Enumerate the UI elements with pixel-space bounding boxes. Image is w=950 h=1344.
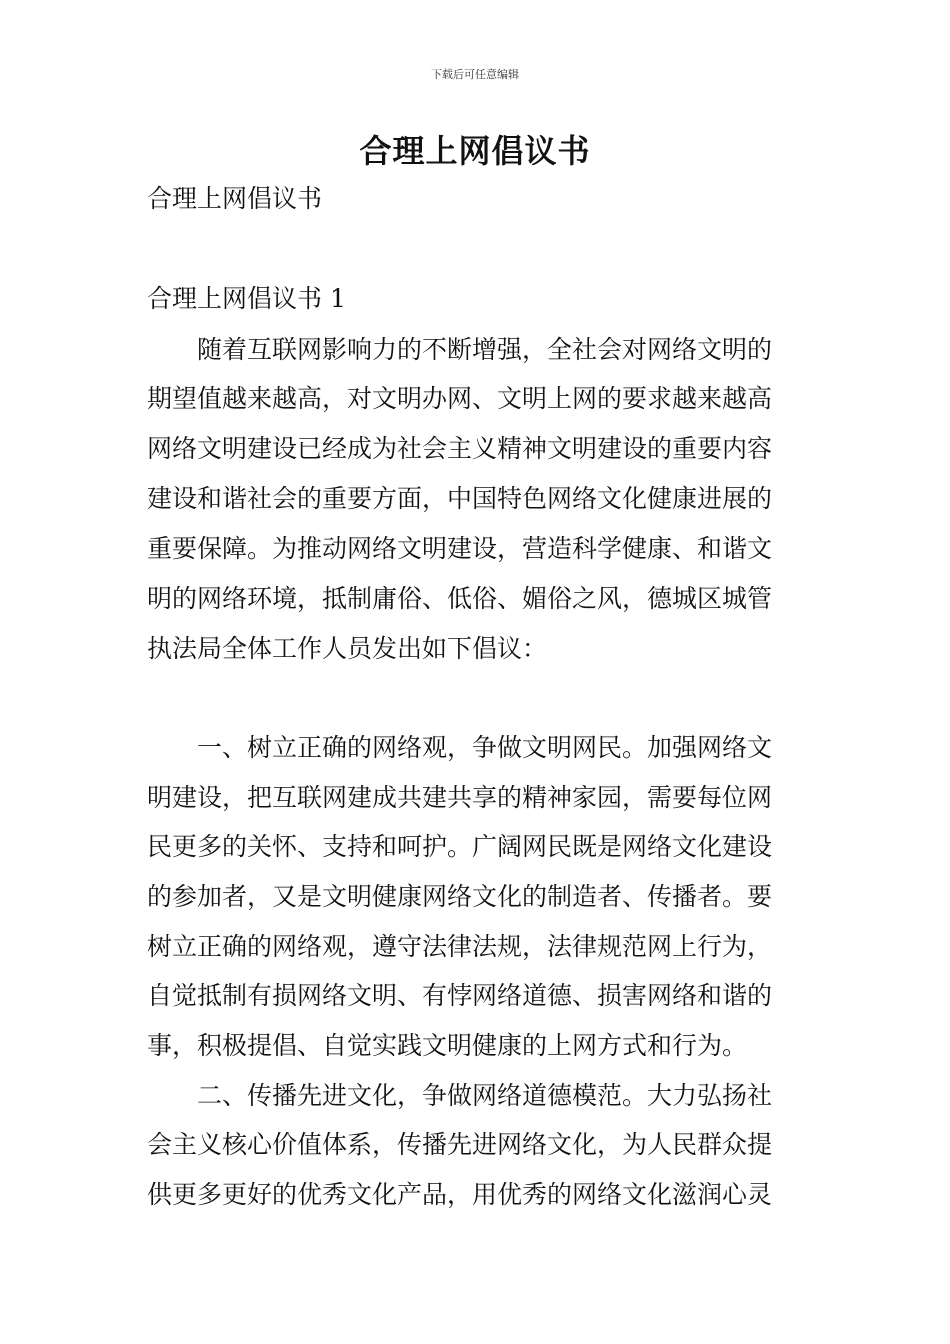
paragraph-line: 民更多的关怀、支持和呵护。广阔网民既是网络文化建设 bbox=[147, 832, 773, 861]
paragraph-line: 随着互联网影响力的不断增强，全社会对网络文明的 bbox=[197, 335, 773, 364]
paragraph-line: 执法局全体工作人员发出如下倡议： bbox=[147, 634, 548, 663]
document-subtitle: 合理上网倡议书 bbox=[147, 184, 323, 213]
paragraph-line: 二、传播先进文化，争做网络道德模范。大力弘扬社 bbox=[197, 1081, 773, 1110]
paragraph-line: 会主义核心价值体系，传播先进网络文化，为人民群众提 bbox=[147, 1130, 773, 1159]
paragraph-line: 自觉抵制有损网络文明、有悖网络道德、损害网络和谐的 bbox=[147, 981, 773, 1010]
paragraph-line: 重要保障。为推动网络文明建设，营造科学健康、和谐文 bbox=[147, 534, 773, 563]
paragraph-line: 的参加者，又是文明健康网络文化的制造者、传播者。要 bbox=[147, 882, 773, 911]
paragraph-line: 树立正确的网络观，遵守法律法规，法律规范网上行为， bbox=[147, 932, 773, 961]
paragraph-line: 事，积极提倡、自觉实践文明健康的上网方式和行为。 bbox=[147, 1031, 748, 1060]
paragraph-line: 供更多更好的优秀文化产品，用优秀的网络文化滋润心灵 bbox=[147, 1180, 773, 1209]
paragraph-line: 建设和谐社会的重要方面，中国特色网络文化健康进展的 bbox=[147, 484, 773, 513]
paragraph-line: 期望值越来越高，对文明办网、文明上网的要求越来越高 bbox=[147, 384, 773, 413]
paragraph-line: 明建设，把互联网建成共建共享的精神家园，需要每位网 bbox=[147, 783, 773, 812]
header-note: 下载后可任意编辑 bbox=[431, 68, 519, 81]
paragraph-line: 网络文明建设已经成为社会主义精神文明建设的重要内容 bbox=[147, 434, 773, 463]
paragraph-line: 明的网络环境，抵制庸俗、低俗、媚俗之风，德城区城管 bbox=[147, 584, 773, 613]
paragraph-line: 一、树立正确的网络观，争做文明网民。加强网络文 bbox=[197, 733, 773, 762]
page-title: 合理上网倡议书 bbox=[359, 132, 591, 170]
section-title: 合理上网倡议书 1 bbox=[147, 284, 346, 313]
